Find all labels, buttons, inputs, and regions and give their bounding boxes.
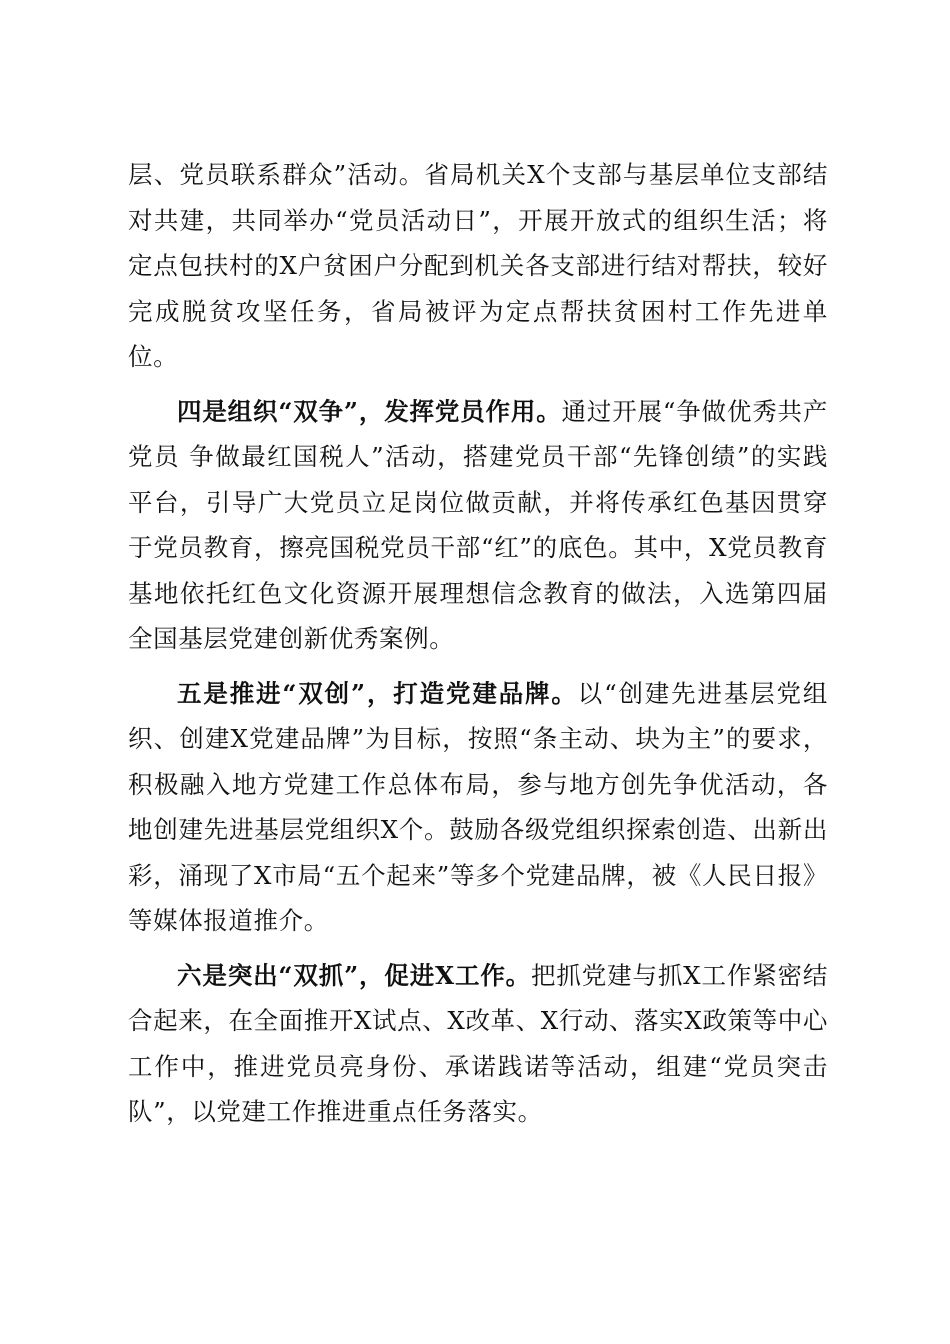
paragraph-body: 把抓党建与抓X工作紧密结合起来，在全面推开X试点、X改革、X行动、落实X政策等中心工作中，推进党员亮身份、承诺践诺等活动，组建“党员突击队”，以党建工作推进重点任务落实。 xyxy=(128,960,829,1126)
paragraph-five xyxy=(128,671,828,944)
paragraph-heading: 六是突出“双抓”，促进X工作。 xyxy=(177,960,532,990)
document-page xyxy=(128,152,828,1144)
paragraph-body: 以“创建先进基层党组织、创建X党建品牌”为目标，按照“条主动、块为主”的要求，积极融入地方党建工作总体布局，参与地方创先争优活动，各地创建先进基层党组织X个。鼓励各级党组织探索创造、出新出彩，涌现了X市局“五个起来”等多个党建品牌，被《人民日报》等媒体报道推介。 xyxy=(128,678,828,935)
paragraph-continued xyxy=(128,152,828,380)
paragraph-body: 通过开展“争做优秀共产党员 争做最红国税人”活动，搭建党员干部“先锋创绩”的实践平台，引导广大党员立足岗位做贡献，并将传承红色基因贯穿于党员教育，擦亮国税党员干部“红”的底色。其中，X党员教育基地依托红色文化资源开展理想信念教育的做法，入选第四届全国基层党建创新优秀案例。 xyxy=(128,396,828,653)
paragraph-body: 层、党员联系群众”活动。省局机关X个支部与基层单位支部结对共建，共同举办“党员活动日”，开展开放式的组织生活；将定点包扶村的X户贫困户分配到机关各支部进行结对帮扶，较好完成脱贫攻坚任务，省局被评为定点帮扶贫困村工作先进单位。 xyxy=(128,160,828,371)
paragraph-four xyxy=(128,389,828,662)
paragraph-heading: 四是组织“双争”，发挥党员作用。 xyxy=(177,396,562,426)
paragraph-heading: 五是推进“双创”，打造党建品牌。 xyxy=(177,678,578,708)
paragraph-six xyxy=(128,953,828,1135)
